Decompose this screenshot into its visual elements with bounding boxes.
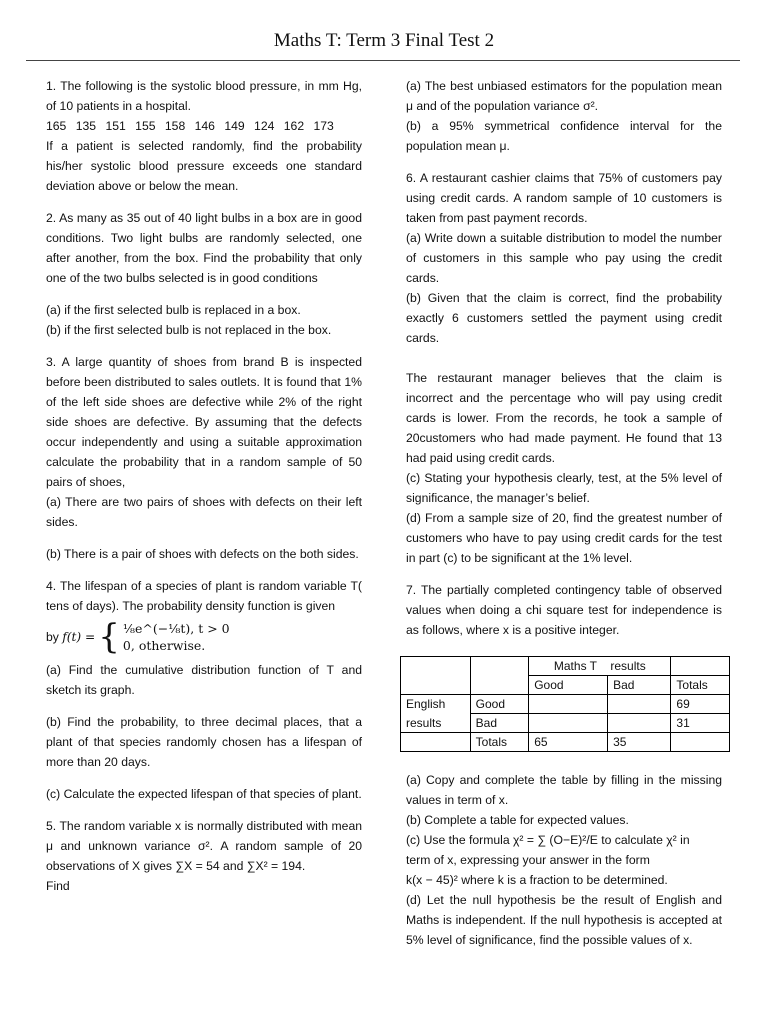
q4-part-b: (b) Find the probability, to three decimal places, that a plant of that species randomly chosen has a lifespan of more than 20 days. bbox=[46, 715, 362, 769]
table-cell bbox=[608, 695, 671, 714]
q5-intro: 5. The random variable x is normally distributed with mean μ and unknown variance σ². A random sample of 20 observations of X gives ∑X = 54 and ∑X² = 194. bbox=[46, 819, 362, 873]
table-row bbox=[401, 714, 730, 733]
q5-find: Find bbox=[46, 879, 70, 893]
q6-intro: 6. A restaurant cashier claims that 75% of customers pay using credit cards. A random sample of 10 customers is taken from past payment records. bbox=[406, 171, 722, 225]
table-row bbox=[401, 657, 730, 676]
q6-part-c: (c) Stating your hypothesis clearly, test, at the 5% level of significance, the manager’s belief. bbox=[406, 471, 722, 505]
q7-part-c-line3: k(x − 45)² where k is a fraction to be determined. bbox=[406, 873, 668, 887]
header-good: Good bbox=[529, 676, 608, 695]
bad-column-total: 35 bbox=[608, 733, 671, 752]
q4-part-a: (a) Find the cumulative distribution function of T and sketch its graph. bbox=[46, 663, 362, 697]
table-cell bbox=[529, 714, 608, 733]
table-row bbox=[401, 676, 730, 695]
q4-intro: 4. The lifespan of a species of plant is random variable T( tens of days). The probability density function is given bbox=[46, 579, 362, 613]
header-bad: Bad bbox=[608, 676, 671, 695]
q7-part-b: (b) Complete a table for expected values. bbox=[406, 813, 629, 827]
row-totals: Totals bbox=[470, 733, 529, 752]
q2-intro: 2. As many as 35 out of 40 light bulbs in a box are in good conditions. Two light bulbs are randomly selected, one after another, from the box. Find the probability that only one of the two bulbs selected is in good conditions bbox=[46, 211, 362, 285]
q2-part-a: (a) if the first selected bulb is replaced in a box. bbox=[46, 303, 301, 317]
pdf-cases bbox=[123, 620, 230, 654]
brace-symbol: { bbox=[98, 617, 120, 657]
q6-part-d: (d) From a sample size of 20, find the greatest number of customers who have to pay using credit cards for the test in part (c) to be significant at the 1% level. bbox=[406, 511, 722, 565]
table-cell bbox=[470, 657, 529, 676]
bad-total: 31 bbox=[671, 714, 730, 733]
q1-question: If a patient is selected randomly, find the probability his/her systolic blood pressure exceeds one standard deviation above or below the mean. bbox=[46, 139, 362, 193]
q5-part-a: (a) The best unbiased estimators for the population mean μ and of the population variance σ². bbox=[406, 79, 722, 113]
q7-part-a: (a) Copy and complete the table by filling in the missing values in term of x. bbox=[406, 773, 722, 807]
table-cell bbox=[401, 657, 471, 676]
q6-part-a: (a) Write down a suitable distribution to model the number of customers in this sample who pay using the credit cards. bbox=[406, 231, 722, 285]
table-cell bbox=[671, 657, 730, 676]
q7-part-c-line1: (c) Use the formula χ² = ∑ (O−E)²/E to calculate χ² in bbox=[406, 833, 690, 847]
pdf-lhs: f(t) = bbox=[62, 630, 96, 644]
q5-part-b: (b) a 95% symmetrical confidence interval for the population mean μ. bbox=[406, 119, 722, 153]
table-cell bbox=[401, 676, 471, 695]
table-cell bbox=[608, 714, 671, 733]
q1-intro: 1. The following is the systolic blood pressure, in mm Hg, of 10 patients in a hospital. bbox=[46, 79, 362, 113]
pdf-case-2: 0, otherwise. bbox=[122, 638, 206, 653]
row-good: Good bbox=[470, 695, 529, 714]
q7-part-d: (d) Let the null hypothesis be the result of English and Maths is independent. If the null hypothesis is accepted at 5% level of significance, find the possible values of x. bbox=[406, 893, 722, 947]
table-row bbox=[401, 695, 730, 714]
table-row bbox=[401, 733, 730, 752]
table-cell bbox=[529, 695, 608, 714]
row-label-results: results bbox=[401, 714, 471, 733]
q6-manager: The restaurant manager believes that the claim is incorrect and the percentage who will pay using credit cards is lower. From the records, he took a sample of 20customers who had made payment. He found that 13 had paid using credit cards. bbox=[406, 371, 722, 465]
pdf-by: by bbox=[46, 630, 59, 644]
header-maths-t: Maths T results bbox=[529, 657, 671, 676]
page-title: Maths T: Term 3 Final Test 2 bbox=[273, 30, 495, 51]
pdf-case-1: ⅛e^(−⅛t), t > 0 bbox=[122, 621, 230, 636]
header-totals: Totals bbox=[671, 676, 730, 695]
q7-part-c-line2: term of x, expressing your answer in the form bbox=[406, 853, 650, 867]
q6-part-b: (b) Given that the claim is correct, find the probability exactly 6 customers settled the payment using credit cards. bbox=[406, 291, 722, 345]
left-column bbox=[46, 76, 362, 896]
title-rule bbox=[26, 60, 740, 61]
contingency-table bbox=[400, 656, 730, 752]
table-cell bbox=[671, 733, 730, 752]
q4-part-c: (c) Calculate the expected lifespan of that species of plant. bbox=[46, 787, 362, 801]
pdf-formula bbox=[46, 617, 362, 657]
q3-part-b: (b) There is a pair of shoes with defects on the both sides. bbox=[46, 547, 359, 561]
table-cell bbox=[470, 676, 529, 695]
q3-part-a: (a) There are two pairs of shoes with defects on their left sides. bbox=[46, 495, 362, 529]
good-total: 69 bbox=[671, 695, 730, 714]
q7-intro: 7. The partially completed contingency table of observed values when doing a chi square test for independence is as follows, where x is a positive integer. bbox=[406, 583, 722, 637]
good-column-total: 65 bbox=[529, 733, 608, 752]
q3-intro: 3. A large quantity of shoes from brand B is inspected before been distributed to sales outlets. It is found that 1% of the left side shoes are defective while 2% of the right side shoes are defective. By assuming that the defects occur independently and using a suitable approximation calculate the probability that in a random sample of 50 pairs of shoes, bbox=[46, 355, 362, 489]
row-label-english: English bbox=[401, 695, 471, 714]
q1-data: 165 135 151 155 158 146 149 124 162 173 bbox=[46, 119, 334, 133]
q2-part-b: (b) if the first selected bulb is not replaced in the box. bbox=[46, 323, 332, 337]
table-cell bbox=[401, 733, 471, 752]
right-column bbox=[406, 76, 722, 950]
row-bad: Bad bbox=[470, 714, 529, 733]
